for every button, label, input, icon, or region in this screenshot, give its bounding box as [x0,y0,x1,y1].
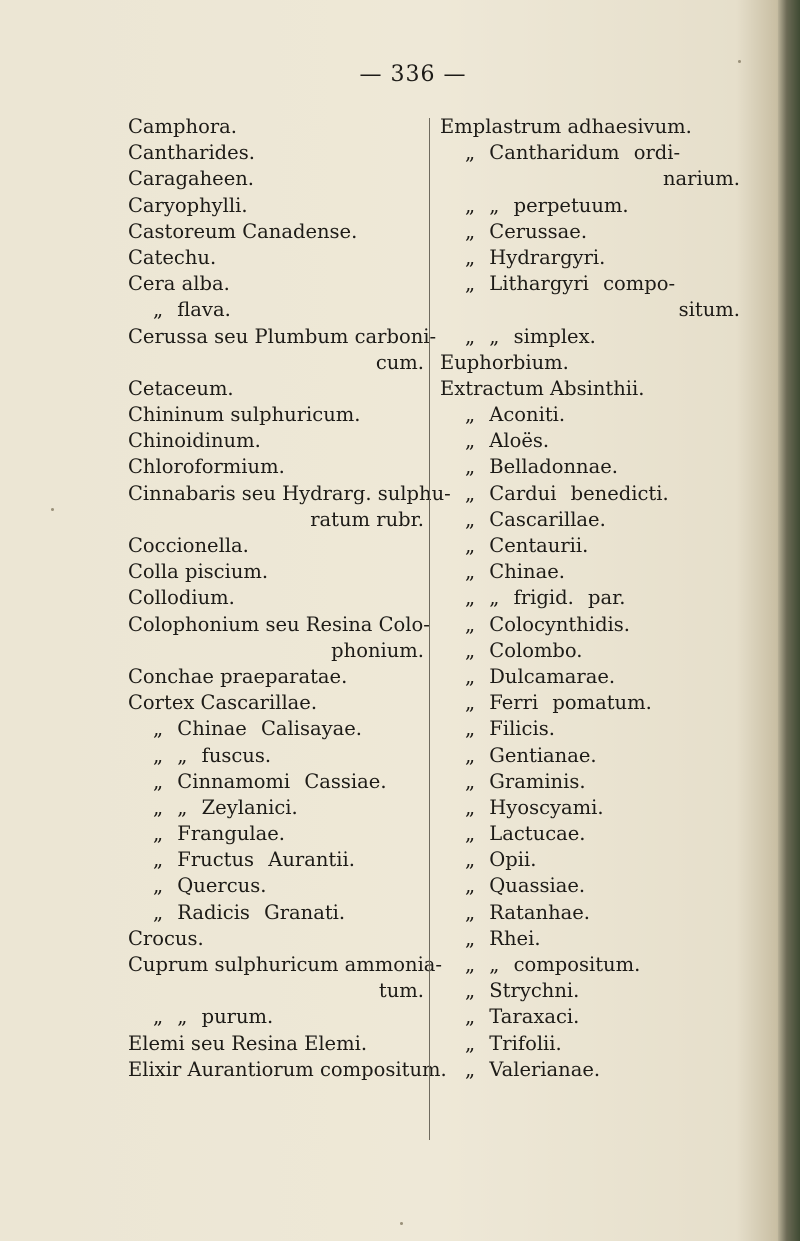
index-entry: „ Hyoscyami. [465,795,604,819]
index-entry: Chininum sulphuricum. [128,403,361,427]
column-divider [429,118,430,1140]
index-entry: Catechu. [128,245,217,269]
index-entry: „ Frangulae. [153,822,285,846]
index-entry: „ „ compositum. [465,953,641,976]
index-entry: Extractum Absinthii. [440,376,645,400]
index-entry: Cuprum sulphuricum ammonia- [128,953,443,976]
index-entry: „ Rhei. [465,926,541,950]
index-entry: „ Gentianae. [465,743,597,767]
index-entry: ratum rubr. [310,507,424,531]
index-entry: „ Opii. [465,848,537,872]
index-entry: Chinoidinum. [128,429,261,453]
index-entry: Camphora. [128,115,237,138]
index-entry: „ Quercus. [153,874,267,898]
index-entry: „ Strychni. [465,979,580,1003]
index-entry: „ Cascarillae. [465,507,606,531]
index-entry: „ Colocynthidis. [465,612,630,636]
index-entry: „ Cantharidum ordi- [465,141,681,165]
index-entry: Cetaceum. [128,376,234,400]
index-entry: Colophonium seu Resina Colo- [128,612,430,636]
paper-speck [400,1222,403,1225]
right-column [440,114,740,1083]
index-entry: „ Valerianae. [465,1057,601,1081]
index-entry: phonium. [331,638,424,662]
index-entry: Cerussa seu Plumbum carboni- [128,324,437,348]
index-entry: Coccionella. [128,534,249,557]
index-entry: „ Cerussae. [465,219,588,243]
index-entry: „ Radicis Granati. [153,900,346,924]
index-entry: „ „ Zeylanici. [153,795,298,819]
index-entry: „ „ perpetuum. [465,193,629,217]
index-entry: „ Chinae Calisayae. [153,717,362,741]
paper-speck [51,508,54,511]
index-entry: Elixir Aurantiorum compositum. [128,1057,447,1081]
index-entry: „ Trifolii. [465,1031,562,1055]
left-column [128,114,451,1083]
index-entry: Colla piscium. [128,560,269,584]
index-entry: „ Aconiti. [465,403,566,427]
index-entry: „ Colombo. [465,638,583,662]
index-entry: Cortex Cascarillae. [128,691,318,715]
paper-speck [738,60,741,63]
index-entry: „ Ratanhae. [465,900,590,924]
index-entry: Collodium. [128,586,235,610]
index-entry: „ Belladonnae. [465,455,618,479]
page-number: — 336 — [359,62,467,87]
index-entry: „ Lactucae. [465,822,586,846]
index-entry: „ Cardui benedicti. [465,481,669,505]
index-entry: narium. [663,167,740,191]
index-entry: „ Fructus Aurantii. [153,848,355,872]
index-entry: „ Cinnamomi Cassiae. [153,769,387,793]
index-entry: „ Quassiae. [465,874,586,898]
index-entry: „ Ferri pomatum. [465,691,652,715]
index-entry: „ Taraxaci. [465,1005,580,1029]
index-entry: „ Centaurii. [465,534,589,557]
index-entry: „ Lithargyri compo- [465,272,676,296]
index-entry: „ Aloës. [465,429,550,453]
index-entry: „ Chinae. [465,560,565,584]
index-entry: Cera alba. [128,272,230,296]
index-entry: „ Dulcamarae. [465,664,616,688]
index-entry: „ „ simplex. [465,324,596,348]
index-entry: Cantharides. [128,141,255,165]
index-entry: Caryophylli. [128,193,248,217]
index-entry: tum. [378,979,424,1003]
index-entry: Crocus. [128,926,204,950]
index-entry: Conchae praeparatae. [128,664,348,688]
index-entry: „ flava. [153,298,231,322]
index-entry: „ Filicis. [465,717,555,741]
index-entry: „ „ purum. [153,1005,274,1029]
index-entry: „ „ fuscus. [153,743,272,767]
index-entry: Elemi seu Resina Elemi. [128,1031,368,1055]
index-entry: situm. [678,298,740,322]
index-entry: cum. [375,350,424,374]
index-entry: Chloroformium. [128,455,285,479]
index-entry: Castoreum Canadense. [128,219,358,243]
index-entry: „ Hydrargyri. [465,245,606,269]
page-edge-shadow [778,0,800,1241]
index-entry: Caragaheen. [128,167,254,191]
index-entry: „ „ frigid. par. [465,586,626,610]
index-entry: Euphorbium. [440,350,569,374]
index-entry: Emplastrum adhaesivum. [440,115,692,138]
index-entry: Cinnabaris seu Hydrarg. sulphu- [128,481,451,505]
index-entry: „ Graminis. [465,769,586,793]
